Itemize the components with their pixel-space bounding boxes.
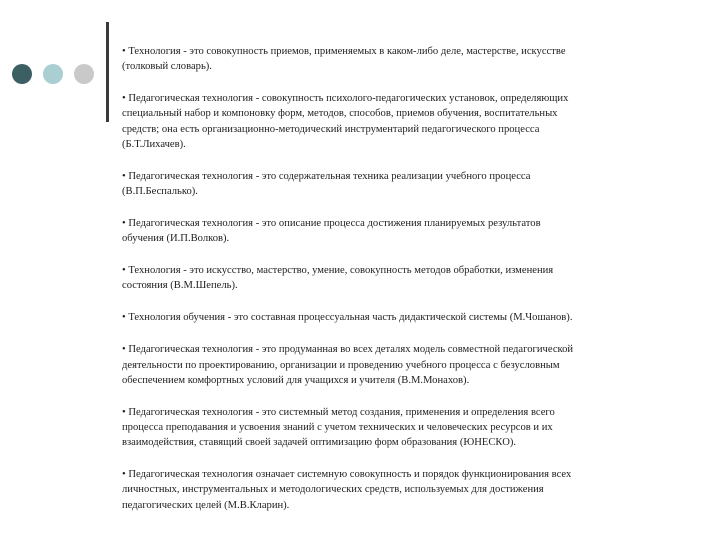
dark-teal-dot-icon — [12, 64, 32, 84]
definition-paragraph: • Технология - это совокупность приемов, применяемых в каком-либо деле, мастерстве, искусстве (толковый словарь). — [122, 46, 566, 73]
definition-paragraph: • Педагогическая технология означает системную совокупность и порядок функционирования всех личностных, инструментальных и методологических средств, используемых для достижения педагогических целей (М.В.Кларин). — [122, 469, 572, 511]
definition-paragraph: • Педагогическая технология - это продуманная во всех деталях модель совместной педагогической деятельности по проектированию, организации и проведению учебного процесса с безусловным обеспечением комфортных условий для учащихся и учителя (В.М.Монахов). — [122, 344, 574, 386]
gray-dot-icon — [74, 64, 94, 84]
definition-paragraph: • Технология - это искусство, мастерство, умение, совокупность методов обработки, изменения состояния (В.М.Шепель). — [122, 265, 554, 292]
definition-paragraph: • Педагогическая технология - это описание процесса достижения планируемых результатов обучения (И.П.Волков). — [122, 218, 541, 245]
light-teal-dot-icon — [43, 64, 63, 84]
definition-paragraph: • Технология обучения - это составная процессуальная часть дидактической системы (М.Чошанов). — [122, 312, 573, 324]
definition-paragraph: • Педагогическая технология - это системный метод создания, применения и определения всего процесса преподавания и усвоения знаний с учетом технических и человеческих ресурсов и их взаимодействия, ставящий своей задачей оптимизацию форм образования (ЮНЕСКО). — [122, 406, 555, 449]
definition-paragraph: • Педагогическая технология - совокупность психолого-педагогических установок, определяющих специальный набор и компоновку форм, методов, способов, приемов обучения, воспитательных средств; она есть организационно-методический инструментарий педагогического процесса (Б.Т.Лихачев). — [122, 93, 569, 150]
decorative-dots — [12, 64, 98, 84]
definitions-list — [122, 44, 714, 530]
vertical-divider — [106, 22, 109, 122]
definition-paragraph: • Педагогическая технология - это содержательная техника реализации учебного процесса (В.П.Беспалько). — [122, 170, 531, 198]
